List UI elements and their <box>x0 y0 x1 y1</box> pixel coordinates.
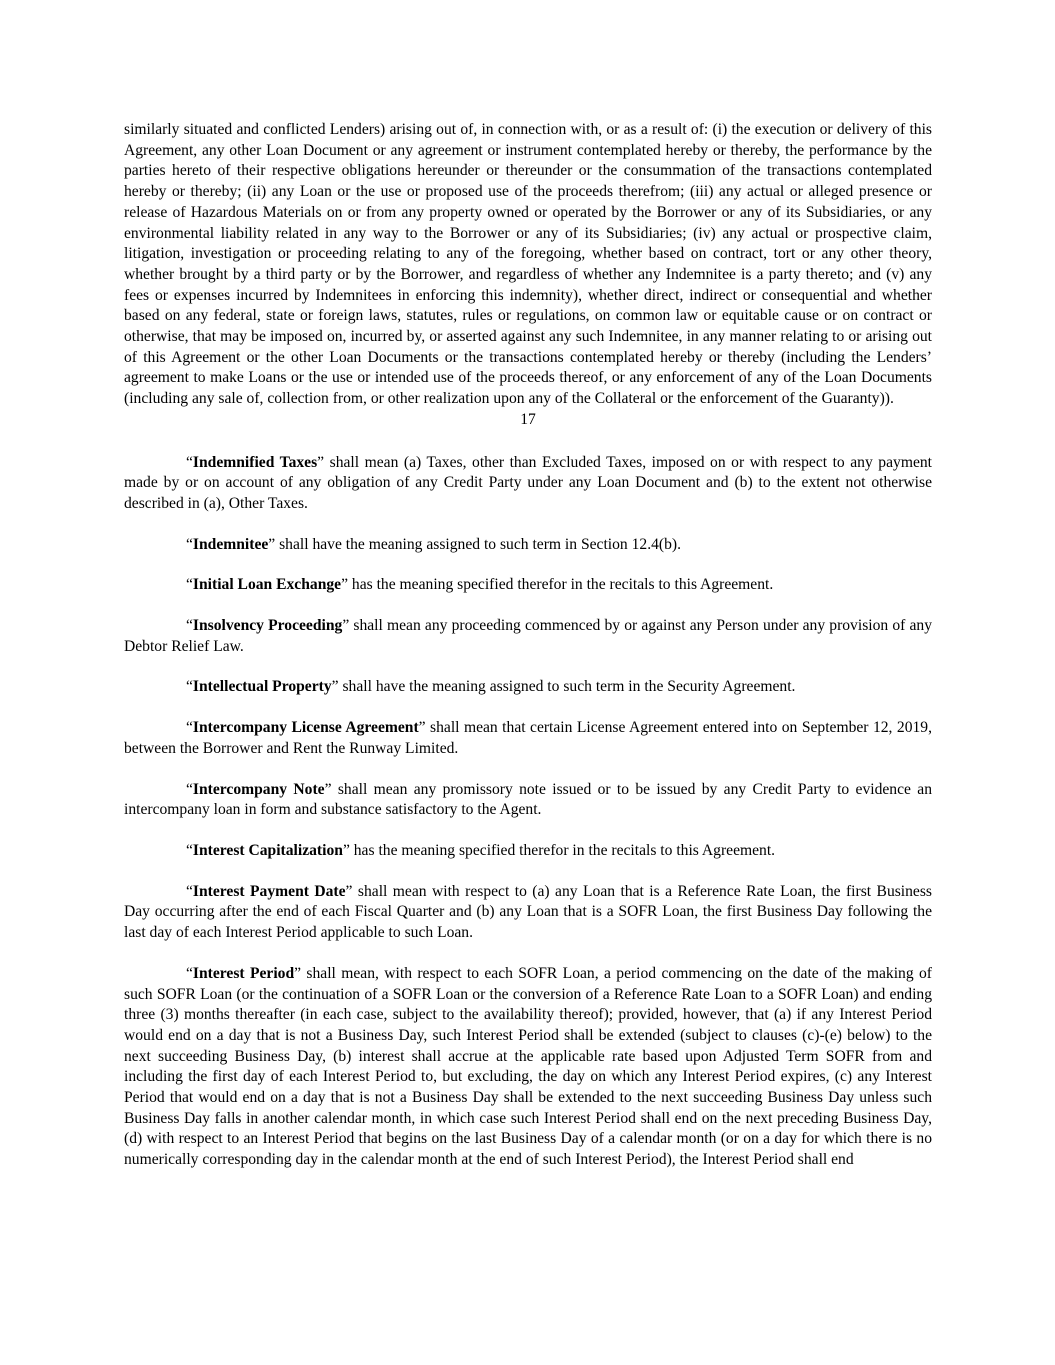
definition-term: Intellectual Property <box>192 678 332 696</box>
page-number: 17 <box>520 410 536 428</box>
definition-intellectual-property: “Intellectual Property” shall have the meaning assigned to such term in the Security Agreement. <box>186 678 796 696</box>
definition-interest-period: “Interest Period” shall mean, with respect to each SOFR Loan, a period commencing on the date of the making of such SOFR Loan (or the continuation of a SOFR Loan or the conversion of a Reference Rate Loan to a SOFR Loan) and ending three (3) months thereafter (in each case, subject to the availability thereof); provided, however, that (a) if any Interest Period would end on a day that is not a Business Day, such Interest Period shall be extended (subject to clauses (c)-(e) below) to the next succeeding Business Day, (b) interest shall accrue at the applicable rate based upon Adjusted Term SOFR from and including the first day of each Interest Period to, but excluding, the day on which any Interest Period expires, (c) any Interest Period that would end on a day that is not a Business Day shall be extended to the next succeeding Business Day unless such Business Day falls in another calendar month, in which case such Interest Period shall end on the next preceding Business Day, (d) with respect to an Interest Period that begins on the last Business Day of a calendar month (or on a day for which there is no numerically corresponding day in the calendar month at the end of such Interest Period), the Interest Period shall end <box>124 964 932 1169</box>
document-page <box>124 120 932 1191</box>
definition-term: Interest Capitalization <box>192 841 343 859</box>
definition-text: shall mean that certain License Agreement entered into on September 12, 2019, between the Borrower and Rent the Runway Limited. <box>124 719 932 757</box>
definition-interest-payment-date: “Interest Payment Date” shall mean with respect to (a) any Loan that is a Reference Rate Loan, the first Business Day occurring after the end of each Fiscal Quarter and (b) any Loan that is a SOFR Loan, the first Business Day following the last day of each Interest Period applicable to such Loan. <box>124 882 932 942</box>
definition-term: Interest Payment Date <box>192 882 346 900</box>
definition-intercompany-note: “Intercompany Note” shall mean any promissory note issued or to be issued by any Credit Party to evidence an intercompany loan in form and substance satisfactory to the Agent. <box>124 780 932 819</box>
definition-term: Interest Period <box>192 964 295 982</box>
definition-text: shall mean with respect to (a) any Loan that is a Reference Rate Loan, the first Business Day occurring after the end of each Fiscal Quarter and (b) any Loan that is a SOFR Loan, the first Business Day following the last day of each Interest Period applicable to such Loan. <box>124 882 932 942</box>
definition-text: has the meaning specified therefor in the recitals to this Agreement. <box>348 576 774 594</box>
definition-text: shall have the meaning assigned to such term in the Security Agreement. <box>338 678 796 696</box>
definition-text: shall have the meaning assigned to such term in Section 12.4(b). <box>275 535 681 553</box>
definition-term: Intercompany Note <box>192 780 325 798</box>
definition-text: shall mean, with respect to each SOFR Loan, a period commencing on the date of the making of such SOFR Loan (or the continuation of a SOFR Loan or the conversion of a Reference Rate Loan to a SOFR Loan) and ending three (3) months thereafter (in each case, subject to the availability thereof); provided, however, that (a) if any Interest Period would end on a day that is not a Business Day, such Interest Period shall be extended (subject to clauses (c)-(e) below) to the next succeeding Business Day, (b) interest shall accrue at the applicable rate based upon Adjusted Term SOFR from and including the first day of each Interest Period to, but excluding, the day on which any Interest Period expires, (c) any Interest Period that would end on a day that is not a Business Day shall be extended to the next succeeding Business Day unless such Business Day falls in another calendar month, in which case such Interest Period shall end on the next preceding Business Day, (d) with respect to an Interest Period that begins on the last Business Day of a calendar month (or on a day for which there is no numerically corresponding day in the calendar month at the end of such Interest Period), the Interest Period shall end <box>124 964 932 1169</box>
definition-text: shall mean any promissory note issued or to be issued by any Credit Party to evidence an intercompany loan in form and substance satisfactory to the Agent. <box>124 780 932 819</box>
definition-indemnified-taxes: “Indemnified Taxes” shall mean (a) Taxes, other than Excluded Taxes, imposed on or with respect to any payment made by or on account of any obligation of any Credit Party under any Loan Document and (b) to the extent not otherwise described in (a), Other Taxes. <box>124 453 932 512</box>
definition-term: Initial Loan Exchange <box>192 576 342 594</box>
definition-intercompany-license-agreement: “Intercompany License Agreement” shall mean that certain License Agreement entered into on September 12, 2019, between the Borrower and Rent the Runway Limited. <box>124 719 932 757</box>
definition-insolvency-proceeding: “Insolvency Proceeding” shall mean any proceeding commenced by or against any Person under any provision of any Debtor Relief Law. <box>124 617 932 655</box>
definition-interest-capitalization: “Interest Capitalization” has the meaning specified therefor in the recitals to this Agreement. <box>186 841 776 859</box>
definition-term: Insolvency Proceeding <box>192 617 343 635</box>
definition-term: Indemnitee <box>192 535 269 553</box>
definition-initial-loan-exchange: “Initial Loan Exchange” has the meaning specified therefor in the recitals to this Agreement. <box>186 576 774 594</box>
definition-indemnitee: “Indemnitee” shall have the meaning assigned to such term in Section 12.4(b). <box>186 535 681 553</box>
definition-term: Intercompany License Agreement <box>192 719 419 737</box>
definition-term: Indemnified Taxes <box>192 453 318 471</box>
definition-text: shall mean any proceeding commenced by or against any Person under any provision of any Debtor Relief Law. <box>124 617 932 655</box>
continuation-paragraph: similarly situated and conflicted Lenders) arising out of, in connection with, or as a result of: (i) the execution or delivery of this Agreement, any other Loan Document or any agreement or instrument contemplated hereby or thereby, the performance by the parties hereto of their respective obligations hereunder or thereunder or the consummation of the transactions contemplated hereby or thereby; (ii) any Loan or the use or proposed use of the proceeds therefrom; (iii) any actual or alleged presence or release of Hazardous Materials on or from any property owned or operated by the Borrower or any of its Subsidiaries, or any environmental liability related in any way to the Borrower or any of its Subsidiaries; (iv) any actual or prospective claim, litigation, investigation or proceeding relating to any of the foregoing, whether based on contract, tort or any other theory, whether brought by a third party or by the Borrower, and regardless of whether any Indemnitee is a party thereto; and (v) any fees or expenses incurred by Indemnitees in enforcing this indemnity), whether direct, indirect or consequential and whether based on any federal, state or foreign laws, statutes, rules or regulations, on common law or equitable cause or on contract or otherwise, that may be imposed on, incurred by, or asserted against any such Indemnitee, in any manner relating to or arising out of this Agreement or the other Loan Documents or the transactions contemplated hereby or thereby (including the Lenders’ agreement to make Loans or the use or intended use of the proceeds thereof, or any enforcement of any of the Loan Documents (including any sale of, collection from, or other realization upon any of the Collateral or the enforcement of the Guaranty)). <box>124 121 932 408</box>
definition-text: has the meaning specified therefor in the recitals to this Agreement. <box>349 841 776 859</box>
definition-text: shall mean (a) Taxes, other than Excluded Taxes, imposed on or with respect to any payment made by or on account of any obligation of any Credit Party under any Loan Document and (b) to the extent not otherwise described in (a), Other Taxes. <box>124 453 932 512</box>
